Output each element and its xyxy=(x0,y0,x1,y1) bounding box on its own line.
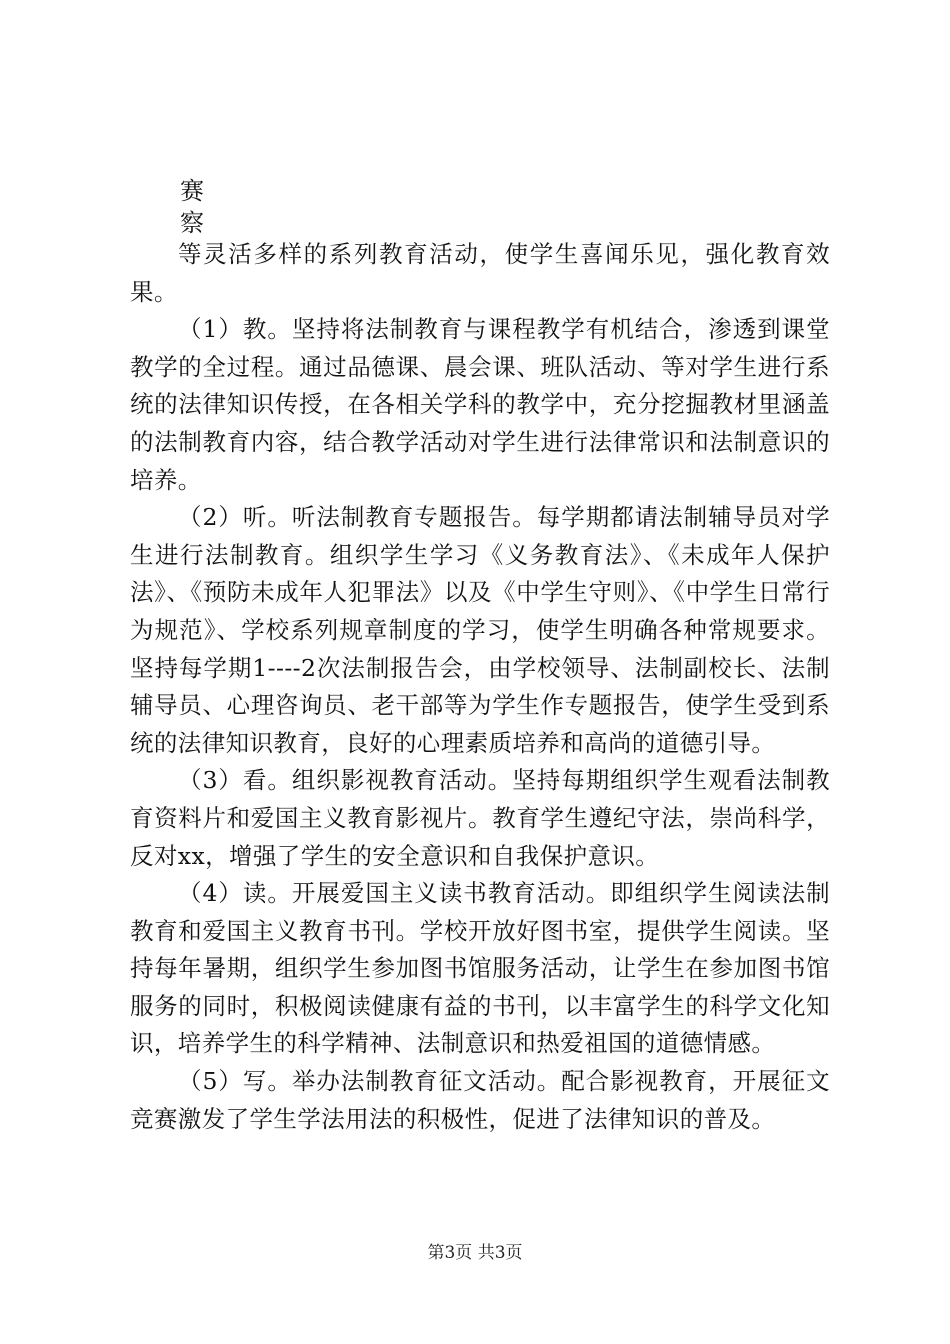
page-number: 第3页 共3页 xyxy=(427,1243,523,1263)
paragraph: （3）看。组织影视教育活动。坚持每期组织学生观看法制教育资料片和爱国主义教育影视片。教育学生遵纪守法，崇尚科学，反对xx，增强了学生的安全意识和自我保护意识。 xyxy=(130,766,830,870)
paragraph: （2）听。听法制教育专题报告。每学期都请法制辅导员对学生进行法制教育。组织学生学习《义务教育法》、《未成年人保护法》、《预防未成年人犯罪法》以及《中学生守则》、《中学生日常行为规范》、学校系列规章制度的学习，使学生明确各种常规要求。坚持每学期1----2次法制报告会，由学校领导、法制副校长、法制辅导员、心理咨询员、老干部等为学生作专题报告，使学生受到系统的法律知识教育，良好的心理素质培养和高尚的道德引导。 xyxy=(130,503,830,757)
document-body xyxy=(130,236,830,1138)
paragraph: （4）读。开展爱国主义读书教育活动。即组织学生阅读法制教育和爱国主义教育书刊。学校开放好图书室，提供学生阅读。坚持每年暑期，组织学生参加图书馆服务活动，让学生在参加图书馆服务的同时，积极阅读健康有益的书刊，以丰富学生的科学文化知识，培养学生的科学精神、法制意识和热爱祖国的道德情感。 xyxy=(130,879,830,1058)
text-fragment: 察 xyxy=(180,209,204,237)
paragraph: （5）写。举办法制教育征文活动。配合影视教育，开展征文竞赛激发了学生学法用法的积极性，促进了法律知识的普及。 xyxy=(130,1067,830,1133)
text-fragment: 赛 xyxy=(180,177,204,205)
paragraph: 等灵活多样的系列教育活动，使学生喜闻乐见，强化教育效果。 xyxy=(130,240,830,306)
paragraph: （1）教。坚持将法制教育与课程教学有机结合，渗透到课堂教学的全过程。通过品德课、晨会课、班队活动、等对学生进行系统的法律知识传授，在各相关学科的教学中，充分挖掘教材里涵盖的法制教育内容，结合教学活动对学生进行法律常识和法制意识的培养。 xyxy=(130,315,830,494)
